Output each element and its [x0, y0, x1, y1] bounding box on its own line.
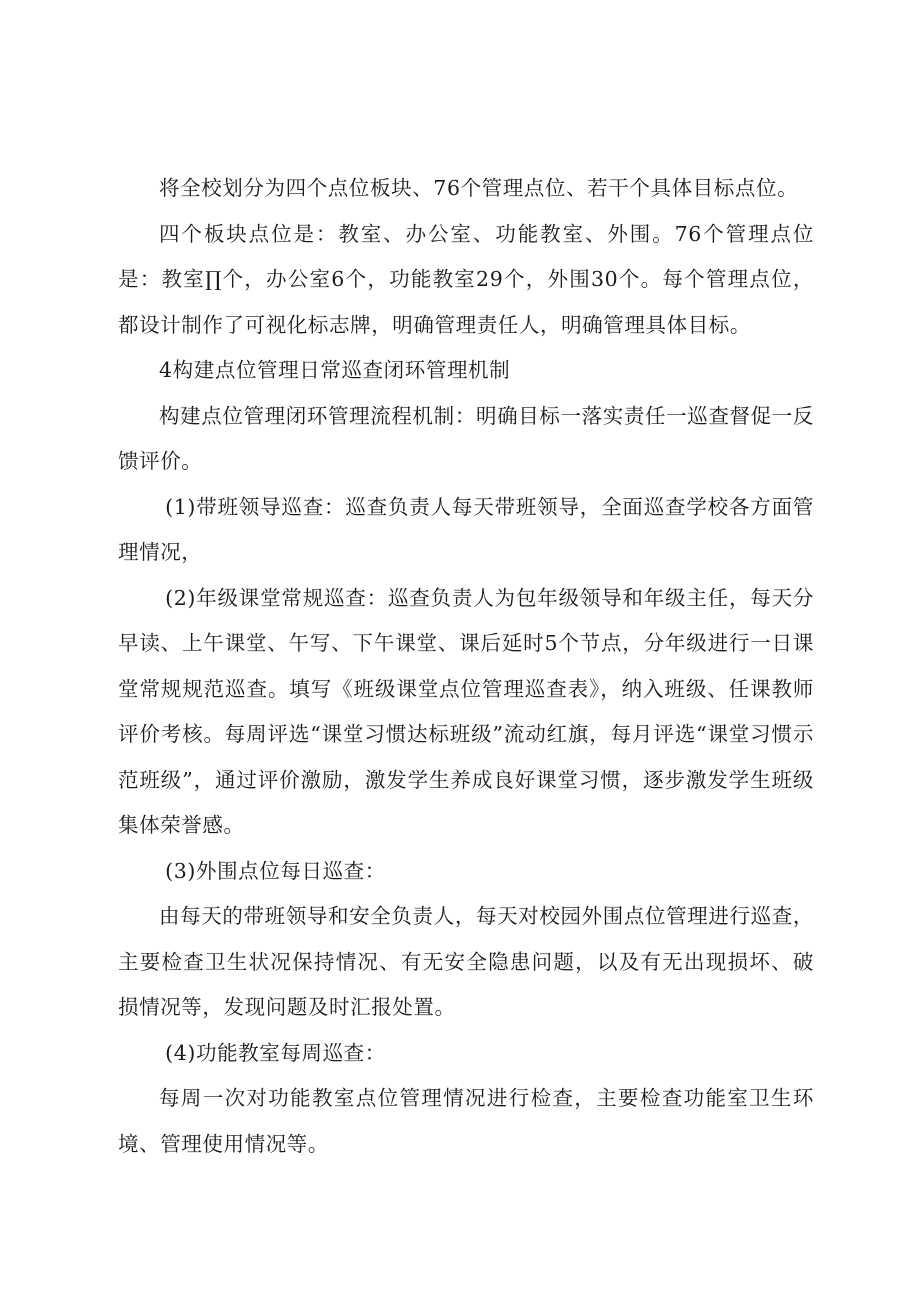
section-heading-patrol-mechanism: 4构建点位管理日常巡查闭环管理机制	[159, 358, 511, 382]
list-item-leader-patrol: (1)带班领导巡查：巡查负责人每天带班领导，全面巡查学校各方面管理情况，	[118, 494, 814, 564]
document-body	[118, 166, 814, 1167]
paragraph-closed-loop-process: 构建点位管理闭环管理流程机制：明确目标一落实责任一巡查督促一反馈评价。	[118, 403, 814, 473]
paragraph-periphery-patrol-details: 由每天的带班领导和安全负责人，每天对校园外围点位管理进行巡查，主要检查卫生状况保持情况、有无安全隐患问题，以及有无出现损坏、破损情况等，发现问题及时汇报处置。	[118, 904, 814, 1019]
paragraph-point-details: 四个板块点位是：教室、办公室、功能教室、外围。76个管理点位是：教室∏个，办公室6个，功能教室29个，外围30个。每个管理点位，都设计制作了可视化标志牌，明确管理责任人，明确管理具体目标。	[118, 221, 814, 337]
paragraph-function-room-details: 每周一次对功能教室点位管理情况进行检查，主要检查功能室卫生环境、管理使用情况等。	[118, 1086, 814, 1156]
list-item-function-room-weekly-patrol: (4)功能教室每周巡查：	[165, 1040, 386, 1065]
list-item-grade-classroom-patrol: (2)年级课堂常规巡查：巡查负责人为包年级领导和年级主任，每天分早读、上午课堂、午写、下午课堂、课后延时5个节点，分年级进行一日课堂常规规范巡查。填写《班级课堂点位管理巡查表》，纳入班级、任课教师评价考核。每周评选“课堂习惯达标班级”流动红旗，每月评选“课堂习惯示范班级”，通过评价激励，激发学生养成良好课堂习惯，逐步激发学生班级集体荣誉感。	[118, 585, 814, 837]
list-item-periphery-daily-patrol: (3)外围点位每日巡查：	[165, 858, 386, 883]
paragraph-point-division: 将全校划分为四个点位板块、76个管理点位、若干个具体目标点位。	[159, 176, 799, 200]
